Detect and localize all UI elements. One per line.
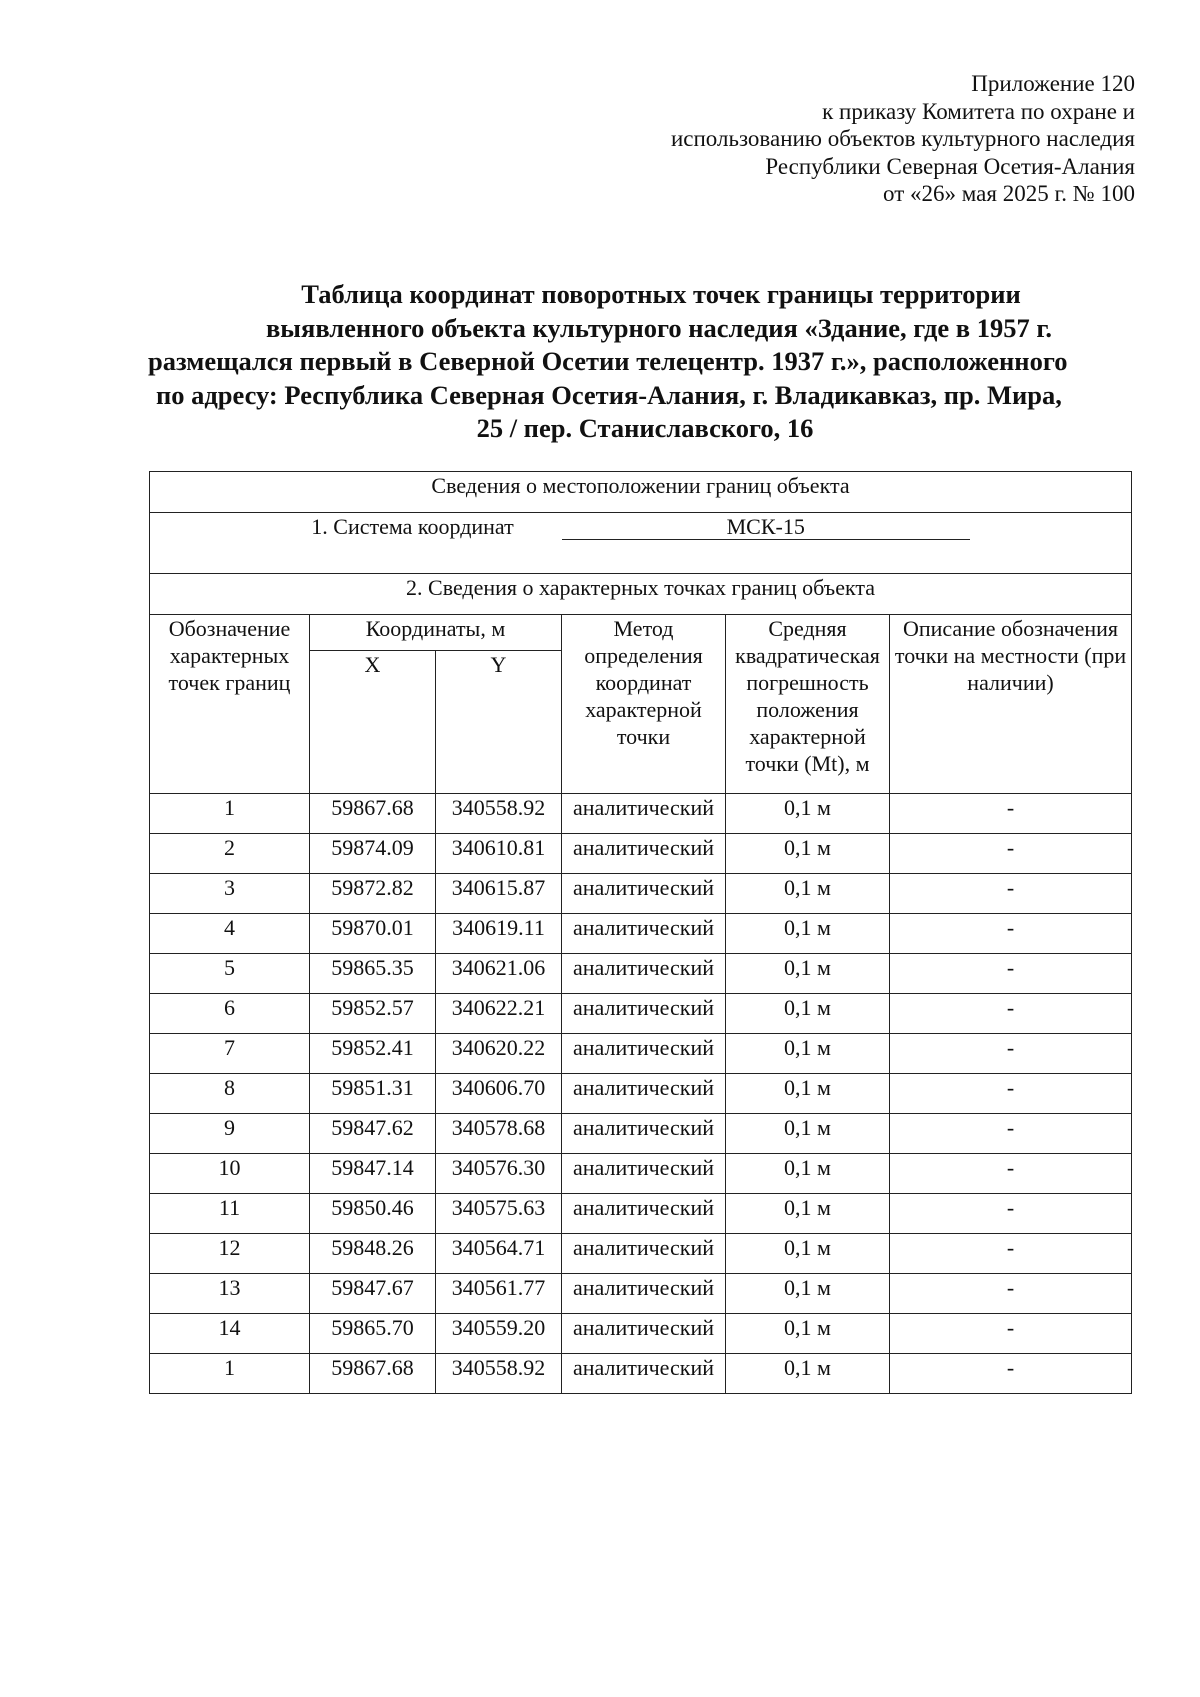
cell-description: -: [890, 1074, 1132, 1114]
cell-point-number: 12: [150, 1234, 310, 1274]
cell-coord-x: 59874.09: [310, 834, 436, 874]
cell-coord-x: 59851.31: [310, 1074, 436, 1114]
title-line: выявленного объекта культурного наследия «Здание, где в 1957 г.: [266, 312, 1052, 343]
cell-point-number: 4: [150, 914, 310, 954]
cell-method: аналитический: [562, 1074, 726, 1114]
cell-method: аналитический: [562, 794, 726, 834]
col-method-header: Метод определения координат характерной точки: [562, 615, 726, 794]
cell-mean-error: 0,1 м: [726, 794, 890, 834]
cell-coord-y: 340606.70: [436, 1074, 562, 1114]
cell-method: аналитический: [562, 1154, 726, 1194]
table-row: [150, 1274, 1132, 1314]
table-row: [150, 994, 1132, 1034]
cell-coord-y: 340622.21: [436, 994, 562, 1034]
annex-line: использованию объектов культурного наследия: [670, 126, 1135, 151]
col-error-header: Средняя квадратическая погрешность положения характерной точки (Mt), м: [726, 615, 890, 794]
cell-coord-y: 340619.11: [436, 914, 562, 954]
cell-point-number: 2: [150, 834, 310, 874]
cell-mean-error: 0,1 м: [726, 914, 890, 954]
cell-point-number: 10: [150, 1154, 310, 1194]
cell-point-number: 13: [150, 1274, 310, 1314]
cell-coord-x: 59847.62: [310, 1114, 436, 1154]
cell-method: аналитический: [562, 1354, 726, 1394]
document-title: [130, 278, 1130, 446]
cell-mean-error: 0,1 м: [726, 1234, 890, 1274]
cell-point-number: 6: [150, 994, 310, 1034]
cell-coord-x: 59870.01: [310, 914, 436, 954]
cell-method: аналитический: [562, 874, 726, 914]
cell-mean-error: 0,1 м: [726, 1354, 890, 1394]
col-description-header: Описание обозначения точки на местности (при наличии): [890, 615, 1132, 794]
cell-mean-error: 0,1 м: [726, 1274, 890, 1314]
cell-mean-error: 0,1 м: [726, 1074, 890, 1114]
cell-point-number: 14: [150, 1314, 310, 1354]
title-line: Таблица координат поворотных точек границы территории: [301, 279, 1021, 309]
col-y-header: Y: [436, 651, 562, 794]
cell-coord-x: 59852.41: [310, 1034, 436, 1074]
table-row: [150, 794, 1132, 834]
cell-mean-error: 0,1 м: [726, 1314, 890, 1354]
coordinate-system-row: [150, 513, 1132, 574]
cell-coord-y: 340620.22: [436, 1034, 562, 1074]
cell-coord-x: 59847.67: [310, 1274, 436, 1314]
cell-coord-x: 59848.26: [310, 1234, 436, 1274]
cell-coord-y: 340576.30: [436, 1154, 562, 1194]
cell-mean-error: 0,1 м: [726, 1154, 890, 1194]
cell-coord-x: 59865.35: [310, 954, 436, 994]
table-row: [150, 834, 1132, 874]
title-line: по адресу: Республика Северная Осетия-Алания, г. Владикавказ, пр. Мира,: [156, 379, 1062, 410]
cell-coord-y: 340615.87: [436, 874, 562, 914]
table-header: Сведения о местоположении границ объекта: [150, 472, 1132, 513]
cell-point-number: 9: [150, 1114, 310, 1154]
cell-point-number: 3: [150, 874, 310, 914]
cell-description: -: [890, 1354, 1132, 1394]
cell-description: -: [890, 914, 1132, 954]
cell-method: аналитический: [562, 1314, 726, 1354]
points-section-header: 2. Сведения о характерных точках границ объекта: [150, 574, 1132, 615]
table-row: [150, 874, 1132, 914]
table-row: [150, 1354, 1132, 1394]
cell-point-number: 8: [150, 1074, 310, 1114]
cell-coord-y: 340561.77: [436, 1274, 562, 1314]
cell-coord-y: 340558.92: [436, 794, 562, 834]
cell-description: -: [890, 1154, 1132, 1194]
coordinates-table: [149, 471, 1132, 1394]
cell-method: аналитический: [562, 834, 726, 874]
annex-line: Республики Северная Осетия-Алания: [765, 153, 1135, 179]
cell-point-number: 11: [150, 1194, 310, 1234]
table-row: [150, 1074, 1132, 1114]
cell-coord-y: 340610.81: [436, 834, 562, 874]
cell-point-number: 1: [150, 1354, 310, 1394]
col-designation-header: Обозначение характерных точек границ: [150, 615, 310, 794]
table-row: [150, 1314, 1132, 1354]
table-row: [150, 1034, 1132, 1074]
cell-description: -: [890, 1274, 1132, 1314]
cell-coord-x: 59872.82: [310, 874, 436, 914]
annex-line: Приложение 120: [971, 71, 1135, 96]
cell-description: -: [890, 994, 1132, 1034]
cell-coord-y: 340575.63: [436, 1194, 562, 1234]
cell-description: -: [890, 794, 1132, 834]
coordinate-system-label: 1. Система координат: [311, 514, 514, 539]
table-row: [150, 1234, 1132, 1274]
cell-description: -: [890, 874, 1132, 914]
cell-description: -: [890, 834, 1132, 874]
cell-coord-x: 59867.68: [310, 1354, 436, 1394]
cell-method: аналитический: [562, 1234, 726, 1274]
cell-method: аналитический: [562, 1114, 726, 1154]
title-line: размещался первый в Северной Осетии телецентр. 1937 г.», расположенного: [148, 346, 1068, 376]
cell-mean-error: 0,1 м: [726, 954, 890, 994]
cell-point-number: 7: [150, 1034, 310, 1074]
cell-method: аналитический: [562, 1274, 726, 1314]
cell-coord-x: 59847.14: [310, 1154, 436, 1194]
table-row: [150, 914, 1132, 954]
cell-coord-x: 59852.57: [310, 994, 436, 1034]
table-row: [150, 1154, 1132, 1194]
cell-coord-x: 59867.68: [310, 794, 436, 834]
cell-description: -: [890, 1034, 1132, 1074]
cell-coord-y: 340559.20: [436, 1314, 562, 1354]
table-row: [150, 1114, 1132, 1154]
coordinate-system-value: МСК-15: [562, 515, 970, 540]
cell-point-number: 1: [150, 794, 310, 834]
cell-coord-y: 340578.68: [436, 1114, 562, 1154]
annex-line: от «26» мая 2025 г. № 100: [883, 181, 1135, 206]
cell-method: аналитический: [562, 994, 726, 1034]
cell-mean-error: 0,1 м: [726, 1194, 890, 1234]
cell-method: аналитический: [562, 914, 726, 954]
col-coords-header: Координаты, м: [310, 615, 562, 651]
cell-coord-y: 340564.71: [436, 1234, 562, 1274]
cell-mean-error: 0,1 м: [726, 1114, 890, 1154]
cell-coord-x: 59850.46: [310, 1194, 436, 1234]
cell-mean-error: 0,1 м: [726, 994, 890, 1034]
cell-coord-x: 59865.70: [310, 1314, 436, 1354]
annex-block: [671, 70, 1135, 208]
cell-method: аналитический: [562, 1034, 726, 1074]
cell-method: аналитический: [562, 1194, 726, 1234]
cell-description: -: [890, 1114, 1132, 1154]
cell-description: -: [890, 1234, 1132, 1274]
cell-method: аналитический: [562, 954, 726, 994]
col-x-header: X: [310, 651, 436, 794]
table-row: [150, 1194, 1132, 1234]
title-line: 25 / пер. Станиславского, 16: [476, 413, 814, 443]
cell-description: -: [890, 954, 1132, 994]
cell-coord-y: 340558.92: [436, 1354, 562, 1394]
table-row: [150, 954, 1132, 994]
cell-description: -: [890, 1314, 1132, 1354]
cell-description: -: [890, 1194, 1132, 1234]
cell-mean-error: 0,1 м: [726, 874, 890, 914]
cell-point-number: 5: [150, 954, 310, 994]
cell-mean-error: 0,1 м: [726, 1034, 890, 1074]
cell-mean-error: 0,1 м: [726, 834, 890, 874]
cell-coord-y: 340621.06: [436, 954, 562, 994]
annex-line: к приказу Комитета по охране и: [822, 98, 1135, 124]
